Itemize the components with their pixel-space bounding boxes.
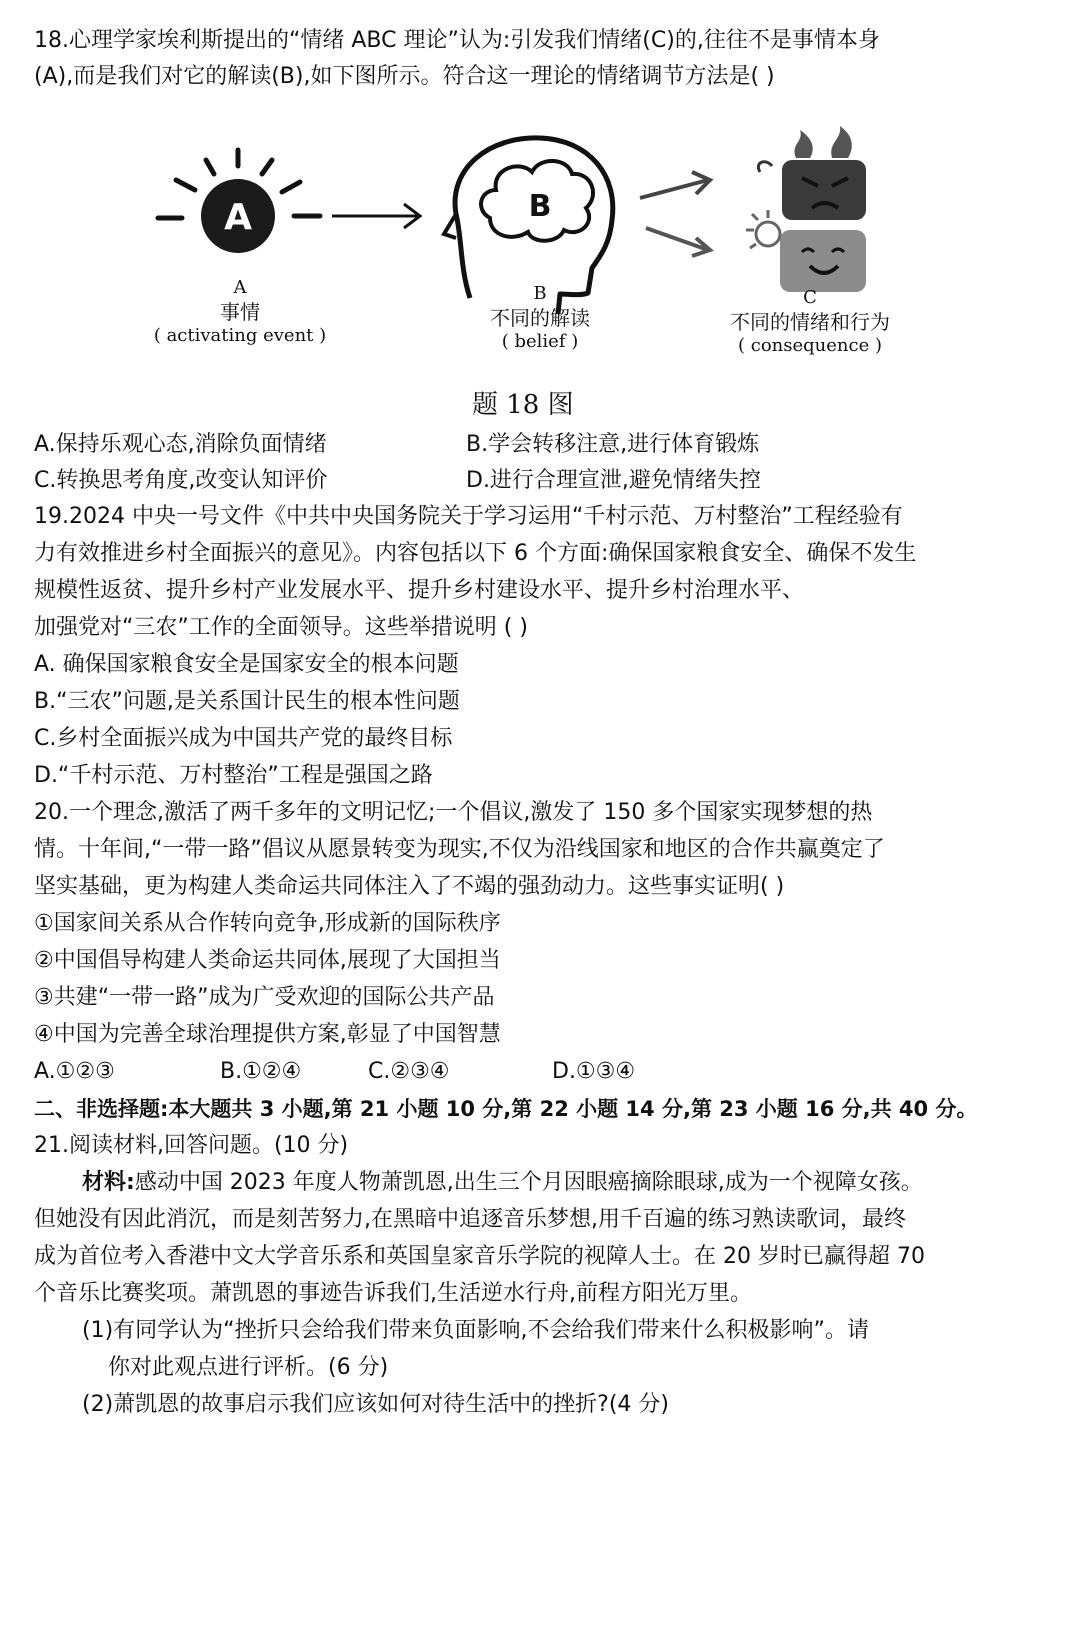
figure-b-title: 不同的解读 bbox=[490, 306, 590, 330]
q18-stem-line-1: 18.心理学家埃利斯提出的“情绪 ABC 理论”认为:引发我们情绪(C)的,往往不是事情本身 bbox=[34, 28, 880, 53]
q20-item-1: ①国家间关系从合作转向竞争,形成新的国际秩序 bbox=[34, 911, 501, 936]
happy-face-icon bbox=[746, 210, 866, 292]
figure-a-english: ( activating event ) bbox=[153, 325, 327, 346]
figure-b-letter: B bbox=[533, 283, 547, 304]
q19-stem-line-4: 加强党对“三农”工作的全面领导。这些举措说明 ( ) bbox=[34, 615, 528, 640]
q18-option-d: D.进行合理宣泄,避免情绪失控 bbox=[466, 468, 761, 493]
event-sun-icon bbox=[158, 150, 320, 253]
figure-a-letter: A bbox=[233, 277, 247, 298]
q20-stem-line-3: 坚实基础，更为构建人类命运共同体注入了不竭的强劲动力。这些事实证明( ) bbox=[34, 874, 785, 899]
q20-option-b: B.①②④ bbox=[220, 1059, 302, 1084]
figure-c-title: 不同的情绪和行为 bbox=[730, 310, 890, 334]
q21-material-label: 材料: bbox=[82, 1170, 135, 1195]
q21-material-line-4: 个音乐比赛奖项。萧凯恩的事迹告诉我们,生活逆水行舟,前程方阳光万里。 bbox=[34, 1281, 752, 1306]
section-2-heading: 二、非选择题:本大题共 3 小题,第 21 小题 10 分,第 22 小题 14 分,第 23 小题 16 分,共 40 分。 bbox=[34, 1097, 978, 1121]
figure-label-a bbox=[140, 276, 340, 348]
q20-stem-line-2: 情。十年间,“一带一路”倡议从愿景转变为现实,不仅为沿线国家和地区的合作共赢奠定了 bbox=[34, 837, 885, 862]
q21-sub2: (2)萧凯恩的故事启示我们应该如何对待生活中的挫折?(4 分) bbox=[82, 1392, 669, 1417]
figure-a-title: 事情 bbox=[220, 300, 260, 324]
svg-text:B: B bbox=[528, 189, 552, 224]
q18-option-a: A.保持乐观心态,消除负面情绪 bbox=[34, 432, 327, 457]
q20-item-4: ④中国为完善全球治理提供方案,彰显了中国智慧 bbox=[34, 1022, 501, 1047]
q21-material-line-1 bbox=[82, 1168, 923, 1198]
q19-stem-line-2: 力有效推进乡村全面振兴的意见》。内容包括以下 6 个方面:确保国家粮食安全、确保不发生 bbox=[34, 541, 917, 566]
q18-option-c: C.转换思考角度,改变认知评价 bbox=[34, 468, 328, 493]
figure-label-c bbox=[700, 286, 920, 358]
q20-item-2: ②中国倡导构建人类命运共同体,展现了大国担当 bbox=[34, 948, 501, 973]
figure-c-english: ( consequence ) bbox=[738, 335, 882, 356]
arrow-a-to-b-icon bbox=[332, 204, 420, 228]
q19-option-c: C.乡村全面振兴成为中国共产党的最终目标 bbox=[34, 726, 453, 751]
svg-text:A: A bbox=[224, 197, 252, 238]
angry-face-icon bbox=[758, 126, 866, 220]
figure-c-letter: C bbox=[803, 287, 817, 308]
q20-option-d: D.①③④ bbox=[552, 1059, 636, 1084]
q21-sub1-line-2: 你对此观点进行评析。(6 分) bbox=[108, 1355, 389, 1380]
q21-material-text-1: 感动中国 2023 年度人物萧凯恩,出生三个月因眼癌摘除眼球,成为一个视障女孩。 bbox=[134, 1170, 923, 1195]
q21-material-line-2: 但她没有因此消沉，而是刻苦努力,在黑暗中追逐音乐梦想,用千百遍的练习熟读歌词，最终 bbox=[34, 1207, 906, 1232]
figure-label-b bbox=[460, 282, 620, 354]
q19-option-d: D.“千村示范、万村整治”工程是强国之路 bbox=[34, 763, 433, 788]
q20-option-c: C.②③④ bbox=[368, 1059, 450, 1084]
figure-b-english: ( belief ) bbox=[501, 331, 579, 352]
q19-option-a: A. 确保国家粮食安全是国家安全的根本问题 bbox=[34, 652, 459, 677]
q18-stem-line-2: (A),而是我们对它的解读(B),如下图所示。符合这一理论的情绪调节方法是( ) bbox=[34, 64, 775, 89]
q20-stem-line-1: 20.一个理念,激活了两千多年的文明记忆;一个倡议,激发了 150 多个国家实现梦想的热 bbox=[34, 800, 873, 825]
q21-sub1-line-1: (1)有同学认为“挫折只会给我们带来负面影响,不会给我们带来什么积极影响”。请 bbox=[82, 1318, 869, 1343]
arrow-b-to-c-icon bbox=[640, 172, 710, 256]
abc-theory-figure bbox=[140, 118, 940, 418]
q21-material-line-3: 成为首位考入香港中文大学音乐系和英国皇家音乐学院的视障人士。在 20 岁时已赢得超 70 bbox=[34, 1244, 925, 1269]
q19-stem-line-1: 19.2024 中央一号文件《中共中央国务院关于学习运用“千村示范、万村整治”工程经验有 bbox=[34, 504, 903, 529]
q21-title: 21.阅读材料,回答问题。(10 分) bbox=[34, 1133, 349, 1158]
q19-stem-line-3: 规模性返贫、提升乡村产业发展水平、提升乡村建设水平、提升乡村治理水平、 bbox=[34, 578, 805, 603]
q19-option-b: B.“三农”问题,是关系国计民生的根本性问题 bbox=[34, 689, 460, 714]
figure-caption: 题 18 图 bbox=[472, 390, 574, 420]
q18-option-b: B.学会转移注意,进行体育锻炼 bbox=[466, 432, 760, 457]
q20-option-a: A.①②③ bbox=[34, 1059, 115, 1084]
q20-item-3: ③共建“一带一路”成为广受欢迎的国际公共产品 bbox=[34, 985, 495, 1010]
